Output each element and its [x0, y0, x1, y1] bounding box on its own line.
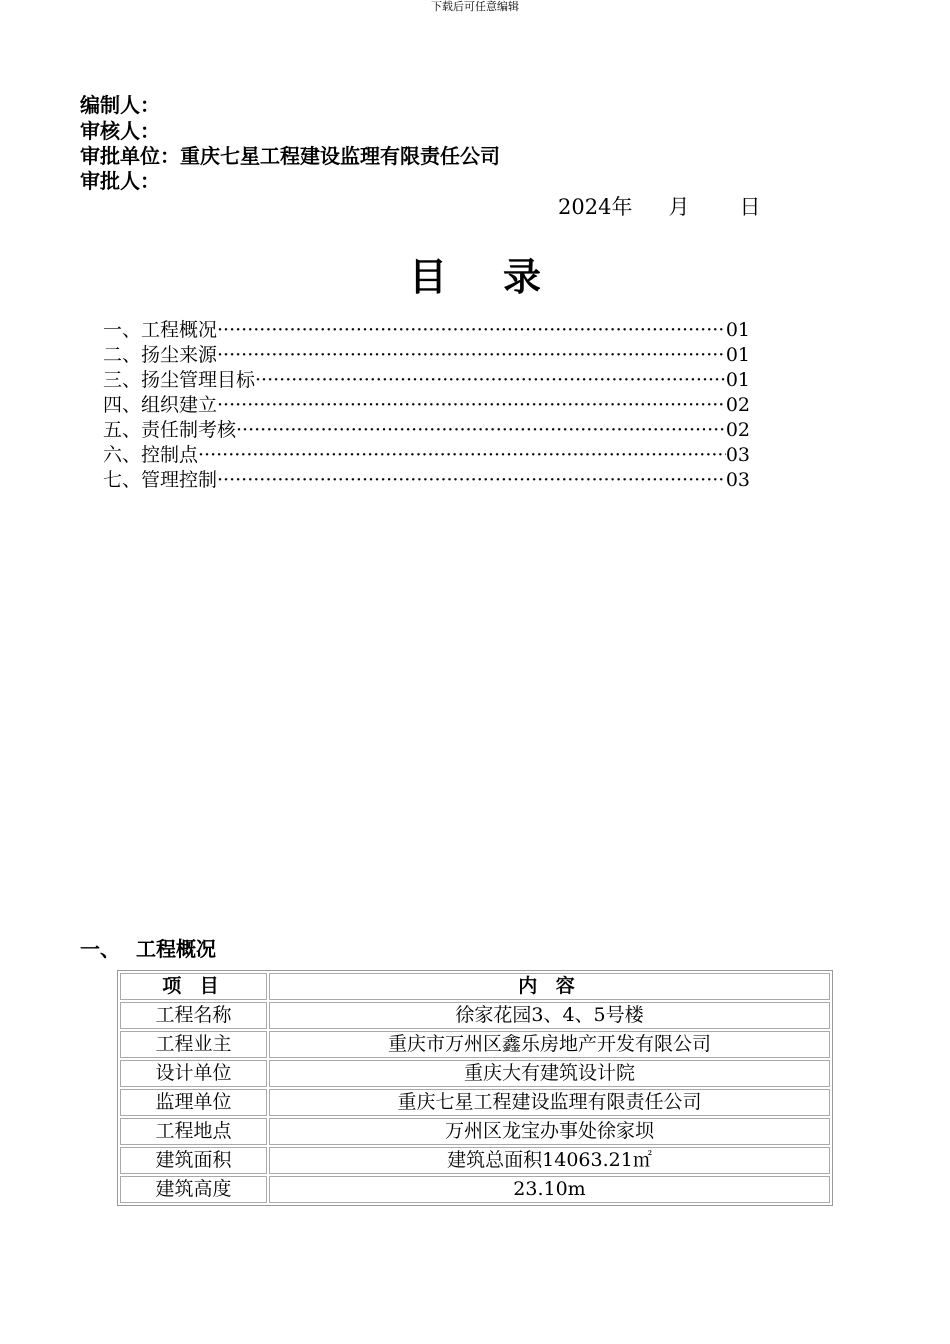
table-row: [120, 1060, 830, 1087]
toc-item-page: 02: [725, 394, 750, 416]
toc-leader: [217, 343, 726, 368]
toc-item[interactable]: [103, 418, 750, 443]
toc-item-label: 五、责任制考核: [103, 419, 237, 441]
toc-item-label: 二、扬尘来源: [103, 344, 218, 366]
preparer-line: 编制人：: [80, 93, 160, 117]
reviewer-line: 审核人：: [80, 119, 160, 143]
project-info-table: [117, 970, 833, 1206]
table-cell-value: 重庆大有建筑设计院: [269, 1060, 830, 1087]
toc-item-page: 01: [725, 369, 750, 391]
toc-item[interactable]: [103, 393, 750, 418]
approving-unit-label: 审批单位：: [80, 144, 180, 168]
toc-item[interactable]: [103, 318, 750, 343]
table-cell-value: 徐家花园3、4、5号楼: [269, 1002, 830, 1029]
table-row: [120, 1118, 830, 1145]
table-cell-label: 工程业主: [120, 1031, 267, 1058]
table-of-contents: [103, 318, 750, 493]
toc-title-char-2: 录: [503, 254, 542, 299]
toc-item-page: 01: [725, 319, 750, 341]
table-row: [120, 1031, 830, 1058]
toc-item[interactable]: [103, 443, 750, 468]
toc-item-page: 01: [725, 344, 750, 366]
table-row: [120, 1002, 830, 1029]
table-header-row: [120, 973, 830, 1000]
toc-item[interactable]: [103, 368, 750, 393]
date-day: 日: [739, 195, 761, 219]
table-cell-value: 23.10m: [269, 1176, 830, 1203]
toc-item-label: 一、工程概况: [103, 319, 218, 341]
toc-leader: [236, 418, 726, 443]
toc-item-label: 四、组织建立: [103, 394, 218, 416]
table-cell-label: 工程名称: [120, 1002, 267, 1029]
table-cell-label: 工程地点: [120, 1118, 267, 1145]
approving-unit-line: [80, 143, 500, 169]
toc-item-label: 七、管理控制: [103, 469, 218, 491]
toc-item-page: 02: [725, 419, 750, 441]
toc-item[interactable]: [103, 468, 750, 493]
table-header-item: 项 目: [120, 973, 267, 1000]
toc-title-char-1: 目: [408, 254, 447, 299]
table-cell-value: 万州区龙宝办事处徐家坝: [269, 1118, 830, 1145]
section-number: 一、: [80, 937, 120, 961]
toc-item-label: 六、控制点: [103, 444, 199, 466]
table-cell-label: 监理单位: [120, 1089, 267, 1116]
page-header-note: 下载后可任意编辑: [431, 0, 519, 13]
toc-leader: [255, 368, 726, 393]
section-heading: [80, 933, 216, 962]
table-cell-value: 建筑总面积14063.21㎡: [269, 1147, 830, 1174]
section-title: 工程概况: [136, 937, 216, 961]
toc-item-label: 三、扬尘管理目标: [103, 369, 256, 391]
date-month: 月: [668, 195, 690, 219]
toc-item-page: 03: [725, 469, 750, 491]
table-cell-label: 设计单位: [120, 1060, 267, 1087]
table-row: [120, 1176, 830, 1203]
toc-leader: [198, 443, 726, 468]
table-cell-value: 重庆市万州区鑫乐房地产开发有限公司: [269, 1031, 830, 1058]
approver-line: 审批人：: [80, 169, 160, 193]
toc-leader: [217, 393, 726, 418]
toc-title: [0, 246, 950, 301]
table-cell-value: 重庆七星工程建设监理有限责任公司: [269, 1089, 830, 1116]
table-row: [120, 1089, 830, 1116]
toc-leader: [217, 318, 726, 343]
table-header-content: 内 容: [269, 973, 830, 1000]
date-year: 2024年: [558, 195, 633, 219]
table-row: [120, 1147, 830, 1174]
toc-leader: [217, 468, 726, 493]
table-cell-label: 建筑面积: [120, 1147, 267, 1174]
approving-unit-name: 重庆七星工程建设监理有限责任公司: [180, 144, 500, 168]
toc-item[interactable]: [103, 343, 750, 368]
toc-item-page: 03: [725, 444, 750, 466]
date-line: [558, 191, 760, 221]
table-cell-label: 建筑高度: [120, 1176, 267, 1203]
